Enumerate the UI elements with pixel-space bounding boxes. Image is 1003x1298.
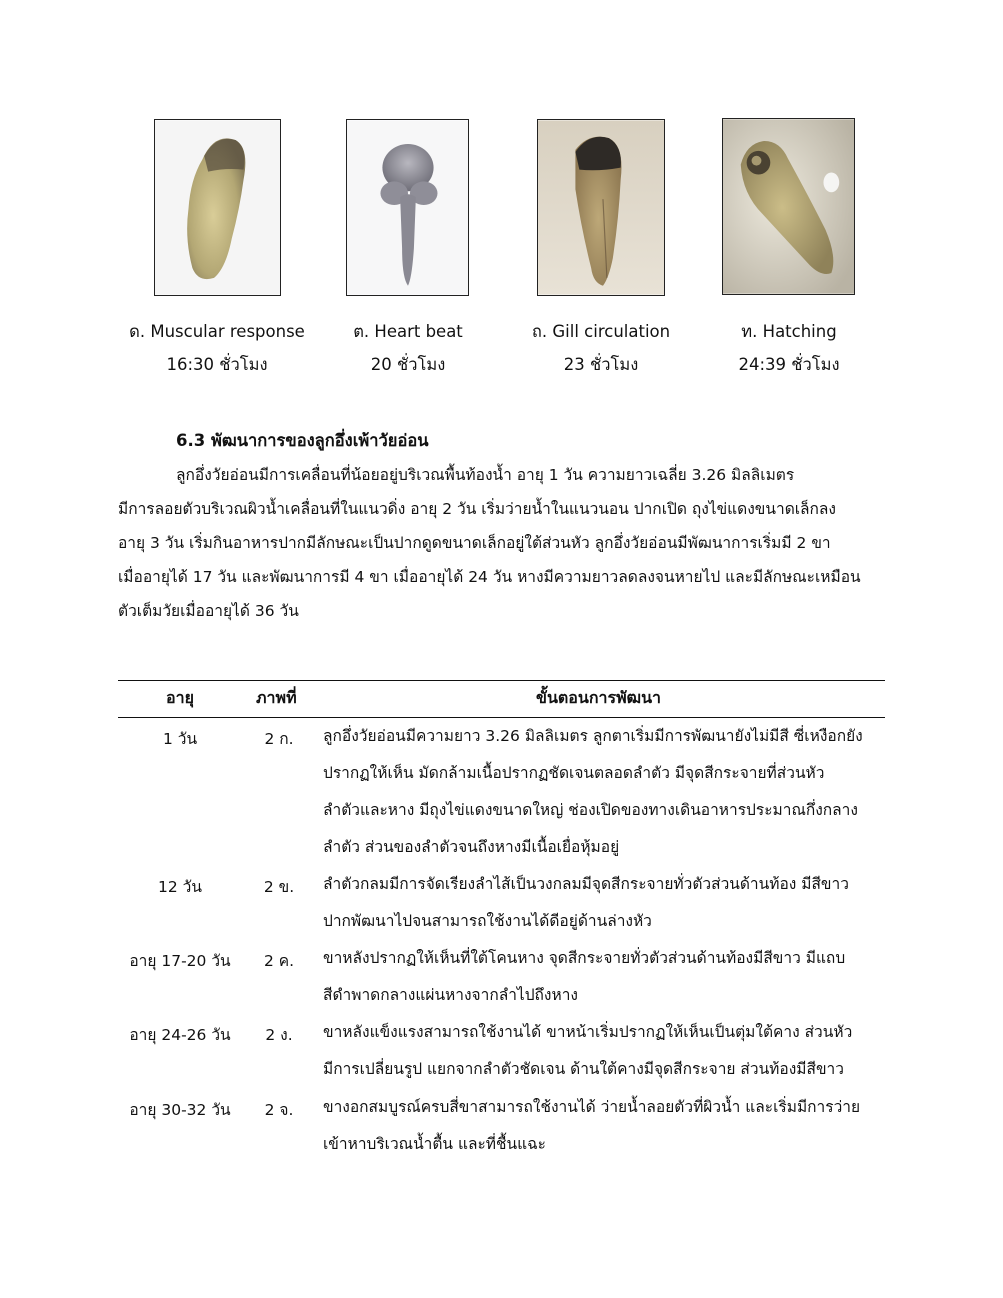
figure-heart-beat [346,119,469,296]
paragraph-line: ตัวเต็มวัยเมื่ออายุได้ 36 วัน [118,602,299,620]
row-age: 1 วัน [162,730,198,748]
row-picture: 2 ง. [265,1026,293,1044]
figure-time-1: 16:30 ชั่วโมง [166,355,268,374]
table-top-rule [118,680,885,681]
description-line: ปากพัฒนาไปจนสามารถใช้งานได้ดีอยู่ด้านล่างหัว [323,912,652,930]
row-picture: 2 จ. [264,1101,294,1119]
figure-time-4: 24:39 ชั่วโมง [738,355,840,374]
section-paragraph [118,458,884,628]
row-description [323,940,883,1014]
row-description [323,1014,883,1088]
figure-hatching [722,118,855,295]
row-age: อายุ 17-20 วัน [129,952,231,970]
description-line: ขาหลังปรากฏให้เห็นที่ใต้โคนหาง จุดสีกระจายทั่วตัวส่วนด้านท้องมีสีขาว มีแถบ [323,949,846,967]
description-line: ลำตัวกลมมีการจัดเรียงลำไส้เป็นวงกลมมีจุดสีกระจายทั่วตัวส่วนด้านท้อง มีสีขาว [323,875,849,893]
row-age: อายุ 30-32 วัน [129,1101,231,1119]
row-age: 12 วัน [158,878,202,896]
row-description [323,1089,883,1163]
description-line: ขางอกสมบูรณ์ครบสี่ขาสามารถใช้งานได้ ว่ายน้ำลอยตัวที่ผิวน้ำ และเริ่มมีการว่าย [323,1098,861,1116]
row-picture: 2 ข. [263,878,295,896]
figure-time-3: 23 ชั่วโมง [563,355,639,374]
embryo-heart-beat-image [347,120,468,295]
row-age: อายุ 24-26 วัน [129,1026,231,1044]
paragraph-line: อายุ 3 วัน เริ่มกินอาหารปากมีลักษณะเป็นปากดูดขนาดเล็กอยู่ใต้ส่วนหัว ลูกอึ่งวัยอ่อนมีพัฒนาการเริ่มมี 2 ขา [118,534,831,552]
section-heading: 6.3 พัฒนาการของลูกอึ่งเพ้าวัยอ่อน [176,431,429,450]
paragraph-line: ลูกอึ่งวัยอ่อนมีการเคลื่อนที่น้อยอยู่บริเวณพื้นท้องน้ำ อายุ 1 วัน ความยาวเฉลี่ย 3.26 มิลลิเมตร [176,466,795,484]
description-line: ขาหลังแข็งแรงสามารถใช้งานได้ ขาหน้าเริ่มปรากฏให้เห็นเป็นตุ่มใต้คาง ส่วนหัว [323,1023,853,1041]
figure-muscular-response [154,119,281,296]
embryo-gill-circulation-image [538,120,664,295]
description-line: มีการเปลี่ยนรูป แยกจากลำตัวชัดเจน ด้านใต้คางมีจุดสีกระจาย ส่วนท้องมีสีขาว [323,1060,844,1078]
row-description [323,866,883,940]
figure-time-2: 20 ชั่วโมง [370,355,446,374]
description-line: ลำตัวและหาง มีถุงไข่แดงขนาดใหญ่ ช่องเปิดของทางเดินอาหารประมาณกึ่งกลาง [323,801,858,819]
figure-gill-circulation [537,119,665,296]
description-line: ลูกอึ่งวัยอ่อนมีความยาว 3.26 มิลลิเมตร ลูกตาเริ่มมีการพัฒนายังไม่มีสี ซี่เหงือกยัง [323,727,863,745]
embryo-hatching-image [723,119,854,294]
description-line: ลำตัว ส่วนของลำตัวจนถึงหางมีเนื้อเยื่อหุ้มอยู่ [323,838,620,856]
row-description [323,718,883,866]
table-header-stage: ขั้นตอนการพัฒนา [536,688,661,707]
description-line: สีดำพาดกลางแผ่นหางจากลำไปถึงหาง [323,986,578,1004]
table-header-age: อายุ [166,688,194,707]
row-picture: 2 ค. [263,952,295,970]
description-line: เข้าหาบริเวณน้ำตื้น และที่ชื้นแฉะ [323,1135,546,1153]
figure-caption-4: ท. Hatching [741,322,837,341]
description-line: ปรากฏให้เห็น มัดกล้ามเนื้อปรากฏชัดเจนตลอดลำตัว มีจุดสีกระจายที่ส่วนหัว [323,764,825,782]
figure-caption-1: ด. Muscular response [129,322,305,341]
figure-caption-3: ถ. Gill circulation [531,322,671,341]
figure-caption-2: ต. Heart beat [353,322,463,341]
table-header-picture: ภาพที่ [256,688,297,707]
embryo-muscular-response-image [155,120,280,295]
paragraph-line: มีการลอยตัวบริเวณผิวน้ำเคลื่อนที่ในแนวดิ่ง อายุ 2 วัน เริ่มว่ายน้ำในแนวนอน ปากเปิด ถุงไข่แดงขนาดเล็กลง [118,500,837,518]
row-picture: 2 ก. [264,730,294,748]
paragraph-line: เมื่ออายุได้ 17 วัน และพัฒนาการมี 4 ขา เมื่ออายุได้ 24 วัน หางมีความยาวลดลงจนหายไป และมีลักษณะเหมือน [118,568,861,586]
